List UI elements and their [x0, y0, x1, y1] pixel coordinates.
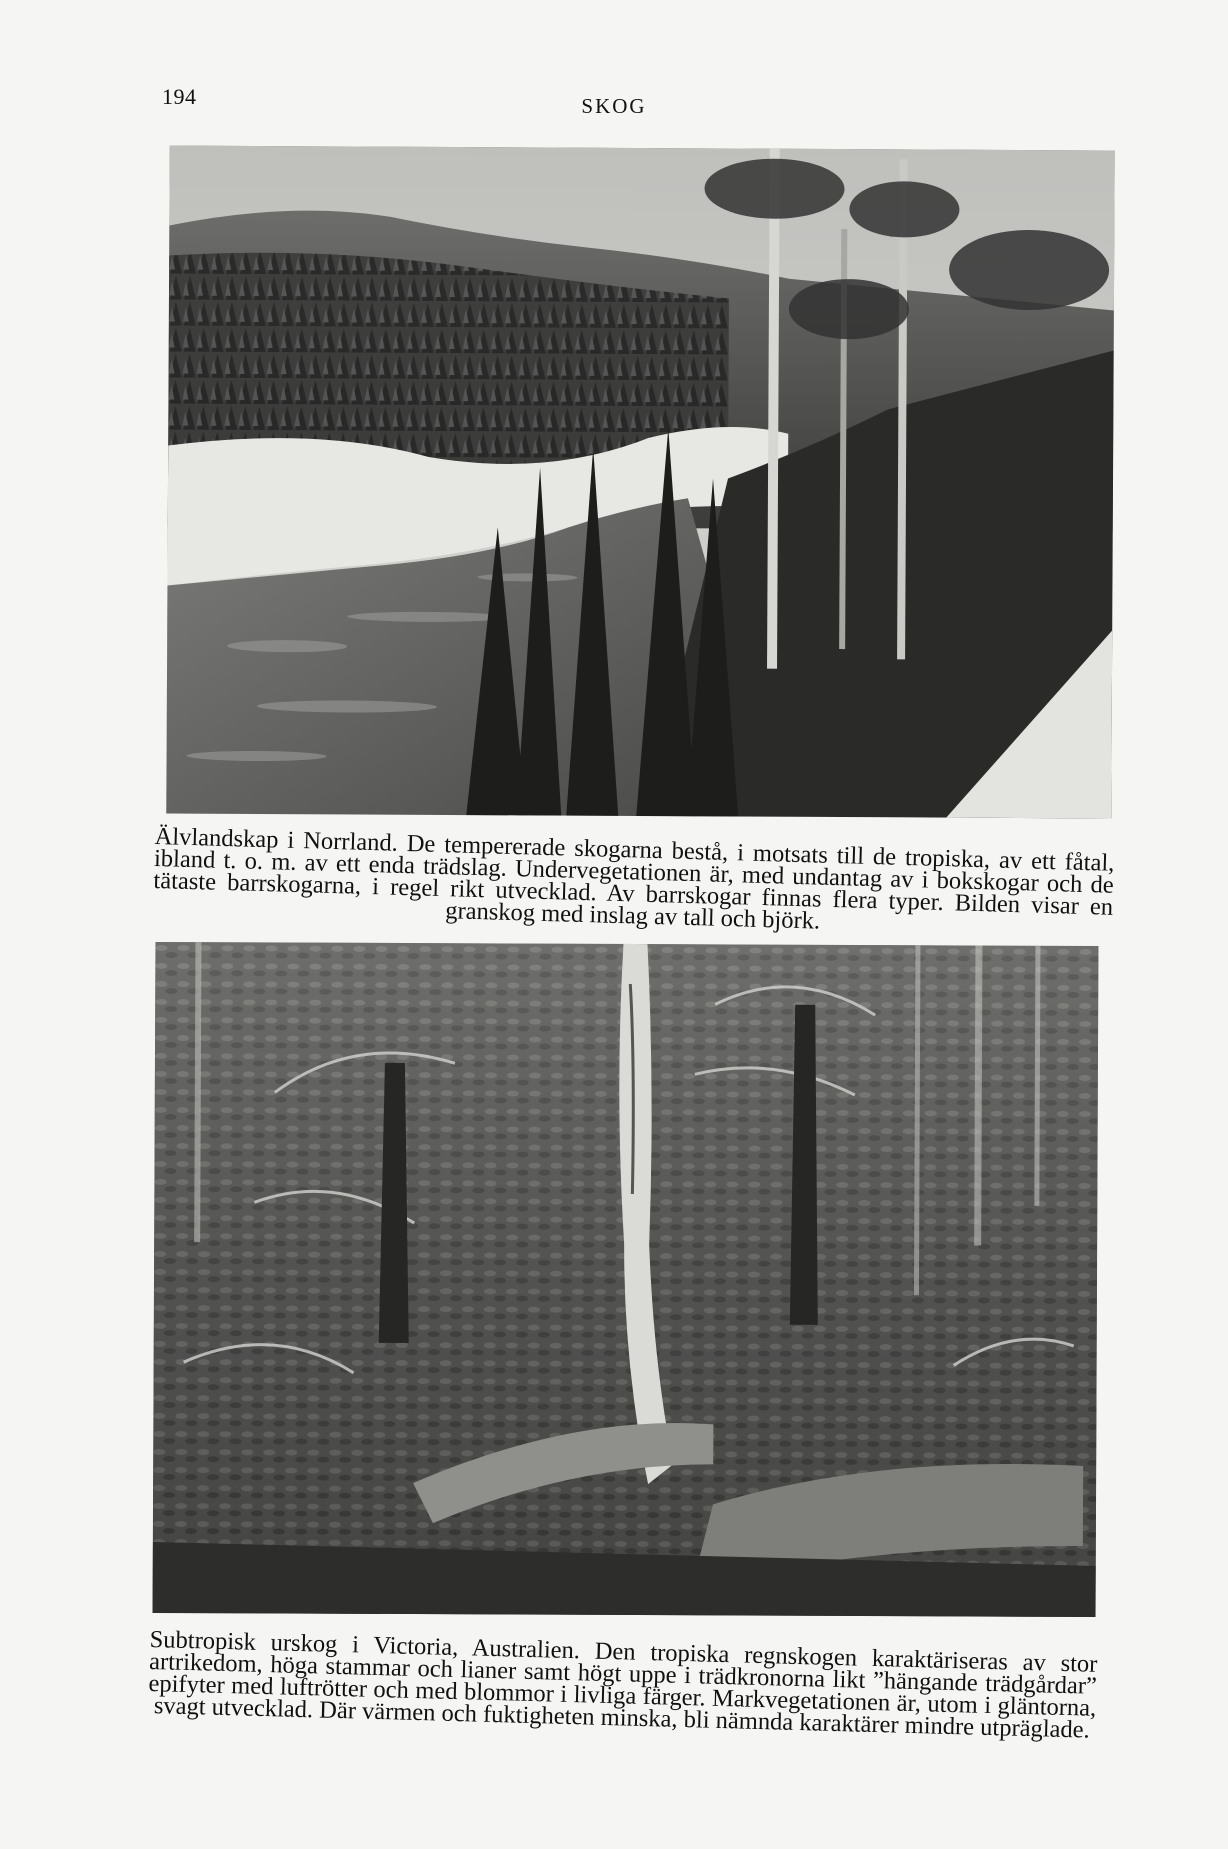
subtropical-forest-photo: [153, 942, 1099, 1617]
river-landscape-photo: [166, 146, 1114, 819]
page-number: 194: [162, 84, 197, 109]
subtropical-forest-illustration: [153, 942, 1099, 1617]
figure-caption-bottom: Subtropisk urskog i Victoria, Australien. Den tropiska regnskogen karaktäriseras av stor artrikedom, höga stammar och lianer samt högt uppe i trädkronorna likt ”hängande trädgårdar” epifyter med luftrötter och med blommor i livliga färger. Markvegetationen är, utom i gläntorna, svagt utvecklad. Där värmen och fuktigheten minska, bli nämnda karaktärer mindre utpräglade.: [148, 1626, 1098, 1744]
river-landscape-illustration: [166, 146, 1114, 819]
figure-caption-top: Älvlandskap i Norrland. De tempererade skogarna bestå, i motsats till de tropiska, av ett fåtal, ibland t. o. m. av ett enda trädslag. Undervegetationen är, med undantag av i bokskogar och de tätaste barrskogarna, i regel rikt utvecklad. Av barrskogar finnas flera typer. Bilden visar en granskog med inslag av tall och björk.: [153, 823, 1115, 935]
running-head: SKOG: [581, 94, 647, 118]
